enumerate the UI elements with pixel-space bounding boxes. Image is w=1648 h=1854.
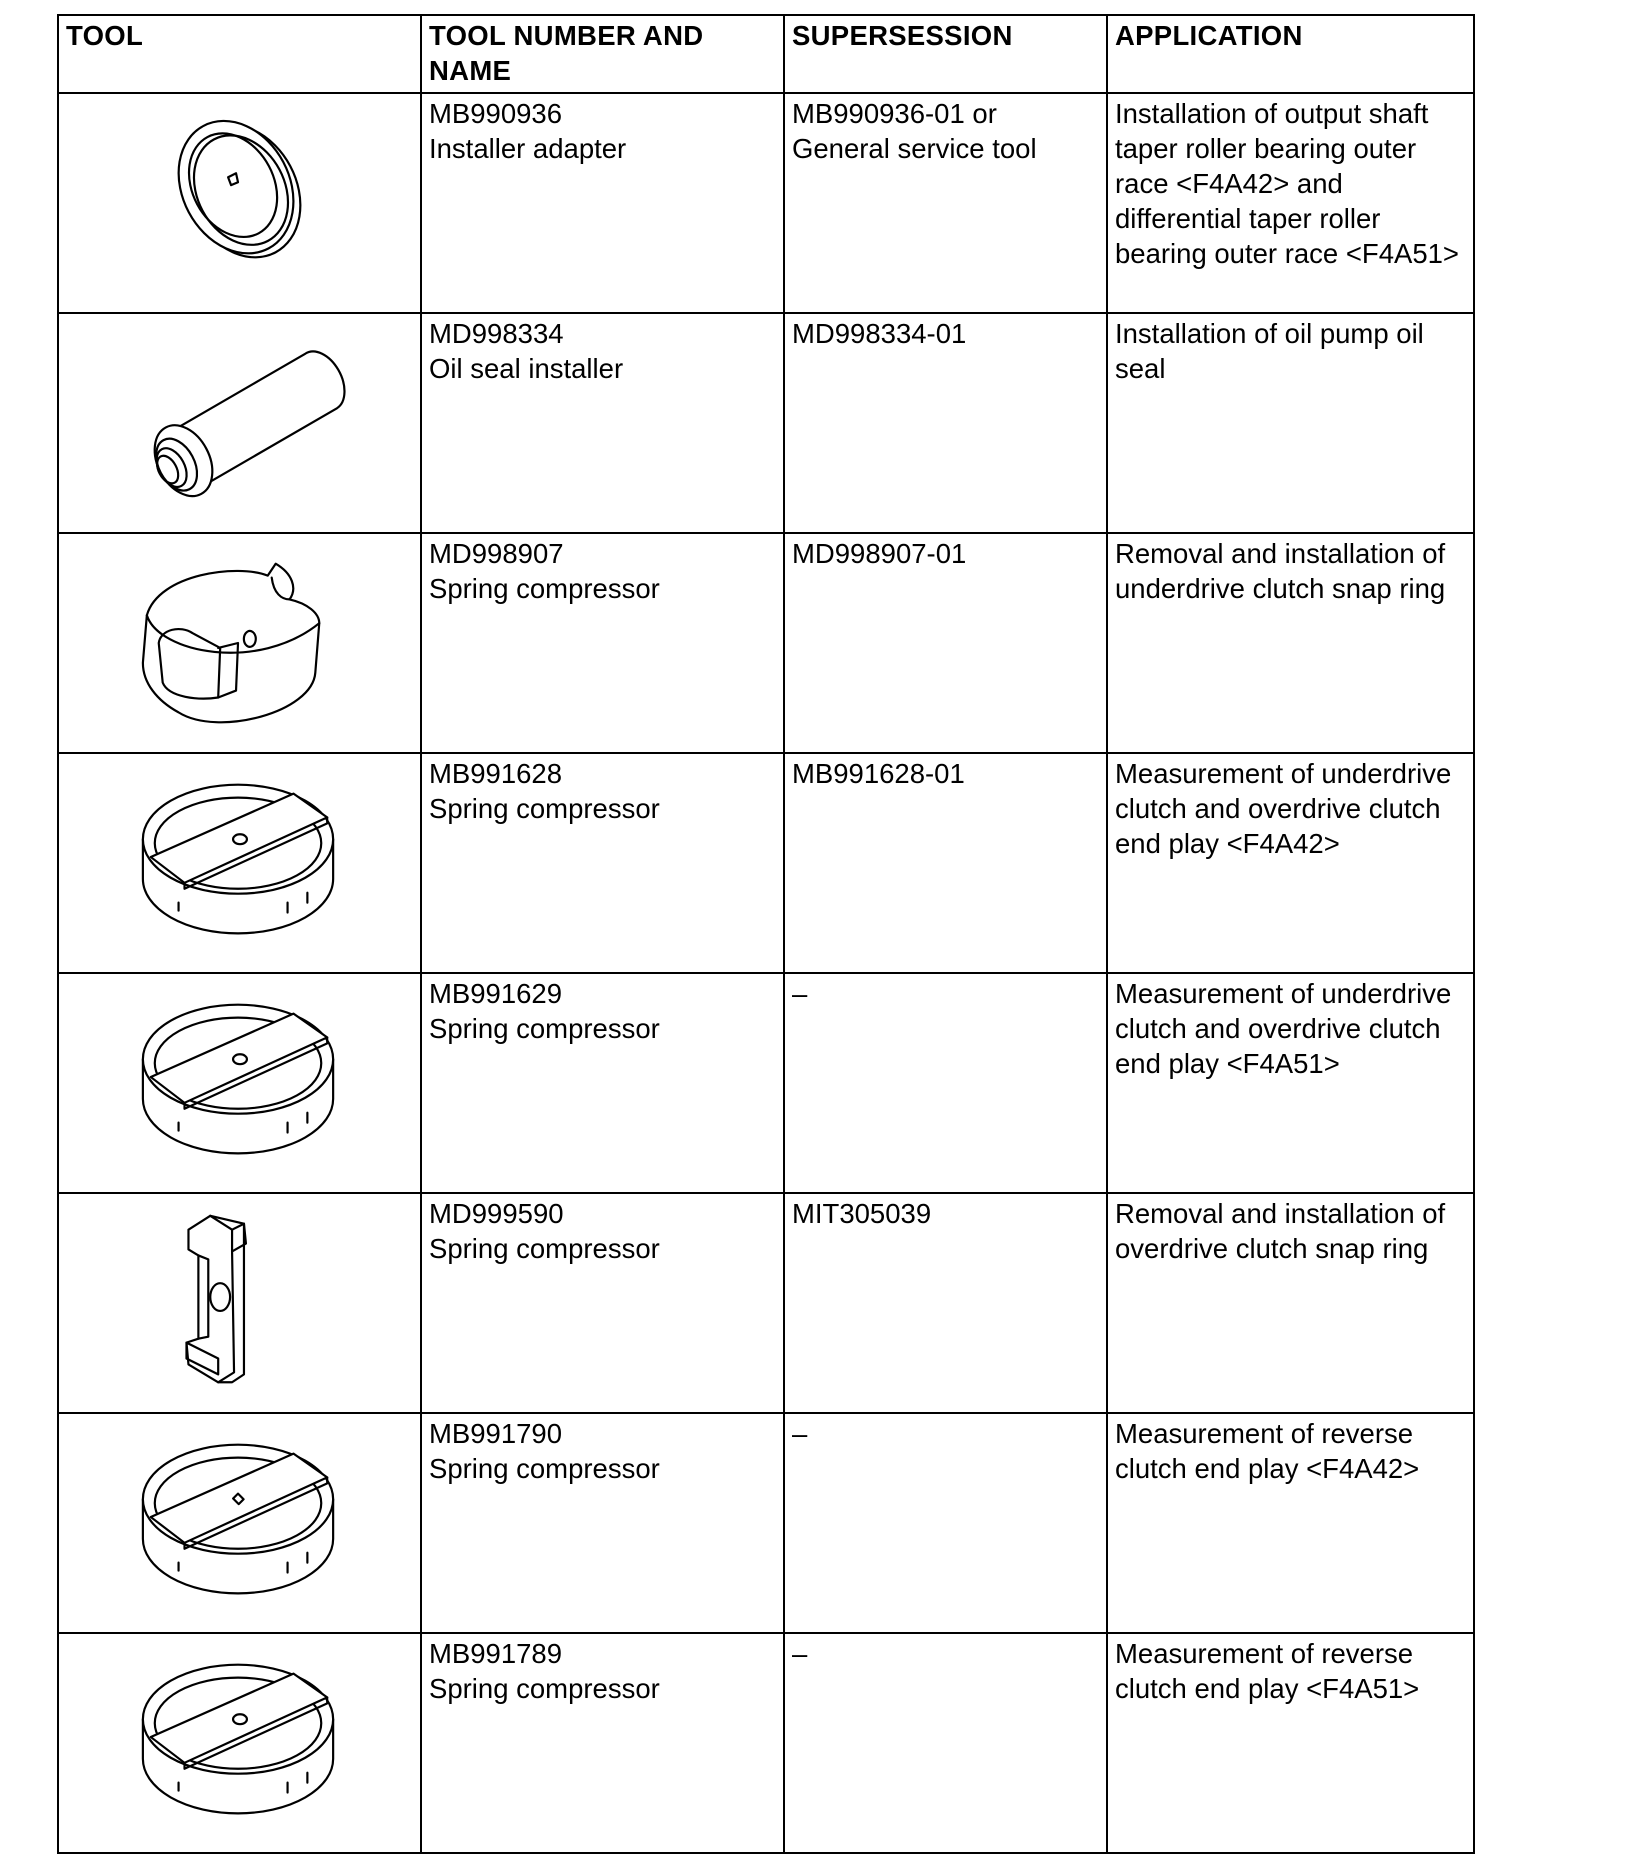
application-text: Installation of output shaft taper roller bearing outer race <F4A42> and differential taper roller bearing outer race <F4A51> [1115,98,1459,269]
supersession-value: MD998907-01 [792,538,967,569]
tool-image-cell [58,93,421,313]
tool-image-cell [58,753,421,973]
tool-name: Installer adapter [429,133,627,164]
supersession-value: MIT305039 [792,1198,932,1229]
table-row [58,973,1474,1193]
supersession-cell [784,313,1107,533]
tool-name: Spring compressor [429,1013,660,1044]
table-header-row [58,15,1474,93]
application-cell [1107,533,1474,753]
application-text: Measurement of reverse clutch end play <F4A42> [1115,1418,1420,1484]
supersession-value: – [792,1638,808,1669]
supersession-cell [784,1633,1107,1853]
application-cell [1107,1193,1474,1413]
tool-name: Spring compressor [429,573,660,604]
tool-number-name-cell [421,313,784,533]
tool-image-cell [58,1413,421,1633]
supersession-value: – [792,978,808,1009]
application-text: Measurement of underdrive clutch and overdrive clutch end play <F4A51> [1115,978,1452,1079]
tool-name: Spring compressor [429,793,660,824]
application-text: Removal and installation of overdrive clutch snap ring [1115,1198,1446,1264]
tool-number: MD999590 [429,1198,564,1229]
application-cell [1107,1413,1474,1633]
tool-image-cell [58,973,421,1193]
special-tools-table [57,14,1475,1854]
application-cell [1107,973,1474,1193]
tool-number: MD998907 [429,538,564,569]
supersession-cell [784,1193,1107,1413]
oil-seal-installer-icon [59,314,420,532]
tool-name: Spring compressor [429,1673,660,1704]
application-cell [1107,313,1474,533]
tool-number-name-cell [421,533,784,753]
tool-name: Spring compressor [429,1233,660,1264]
supersession-cell [784,93,1107,313]
supersession-value: – [792,1418,808,1449]
tool-number-name-cell [421,1633,784,1853]
spring-compressor-ring-icon [59,1414,420,1632]
tool-number: MB991629 [429,978,563,1009]
supersession-cell [784,973,1107,1193]
tool-name: Spring compressor [429,1453,660,1484]
installer-adapter-icon [59,94,420,312]
table-row [58,1193,1474,1413]
tool-number: MB991628 [429,758,563,789]
table-row [58,313,1474,533]
tool-image-cell [58,313,421,533]
tool-number-name-cell [421,753,784,973]
application-text: Removal and installation of underdrive clutch snap ring [1115,538,1446,604]
table-row [58,753,1474,973]
application-cell [1107,1633,1474,1853]
application-text: Measurement of underdrive clutch and overdrive clutch end play <F4A42> [1115,758,1452,859]
supersession-value: MB991628-01 [792,758,965,789]
spring-compressor-ring-icon [59,1634,420,1852]
tool-number: MB990936 [429,98,563,129]
application-cell [1107,93,1474,313]
supersession-cell [784,533,1107,753]
application-cell [1107,753,1474,973]
spring-compressor-ring-icon [59,974,420,1192]
tool-number: MD998334 [429,318,564,349]
header-supersession: SUPERSESSION [784,15,1107,93]
tool-image-cell [58,1193,421,1413]
tool-number-name-cell [421,973,784,1193]
table-row [58,533,1474,753]
spring-compressor-ring-icon [59,754,420,972]
supersession-cell [784,753,1107,973]
tool-number: MB991789 [429,1638,563,1669]
tool-number: MB991790 [429,1418,563,1449]
header-tool: TOOL [58,15,421,93]
tool-image-cell [58,1633,421,1853]
tool-name: Oil seal installer [429,353,624,384]
supersession-cell [784,1413,1107,1633]
header-tool-number-and-name: TOOL NUMBER AND NAME [421,15,784,93]
table-row [58,1633,1474,1853]
application-text: Installation of oil pump oil seal [1115,318,1424,384]
tool-number-name-cell [421,1193,784,1413]
spring-compressor-cup-icon [59,534,420,752]
supersession-value: MD998334-01 [792,318,967,349]
tool-image-cell [58,533,421,753]
table-row [58,1413,1474,1633]
table-row [58,93,1474,313]
tool-number-name-cell [421,93,784,313]
spring-compressor-bracket-icon [59,1194,420,1412]
supersession-value: MB990936-01 or General service tool [792,98,1037,164]
tool-number-name-cell [421,1413,784,1633]
header-application: APPLICATION [1107,15,1474,93]
application-text: Measurement of reverse clutch end play <F4A51> [1115,1638,1420,1704]
